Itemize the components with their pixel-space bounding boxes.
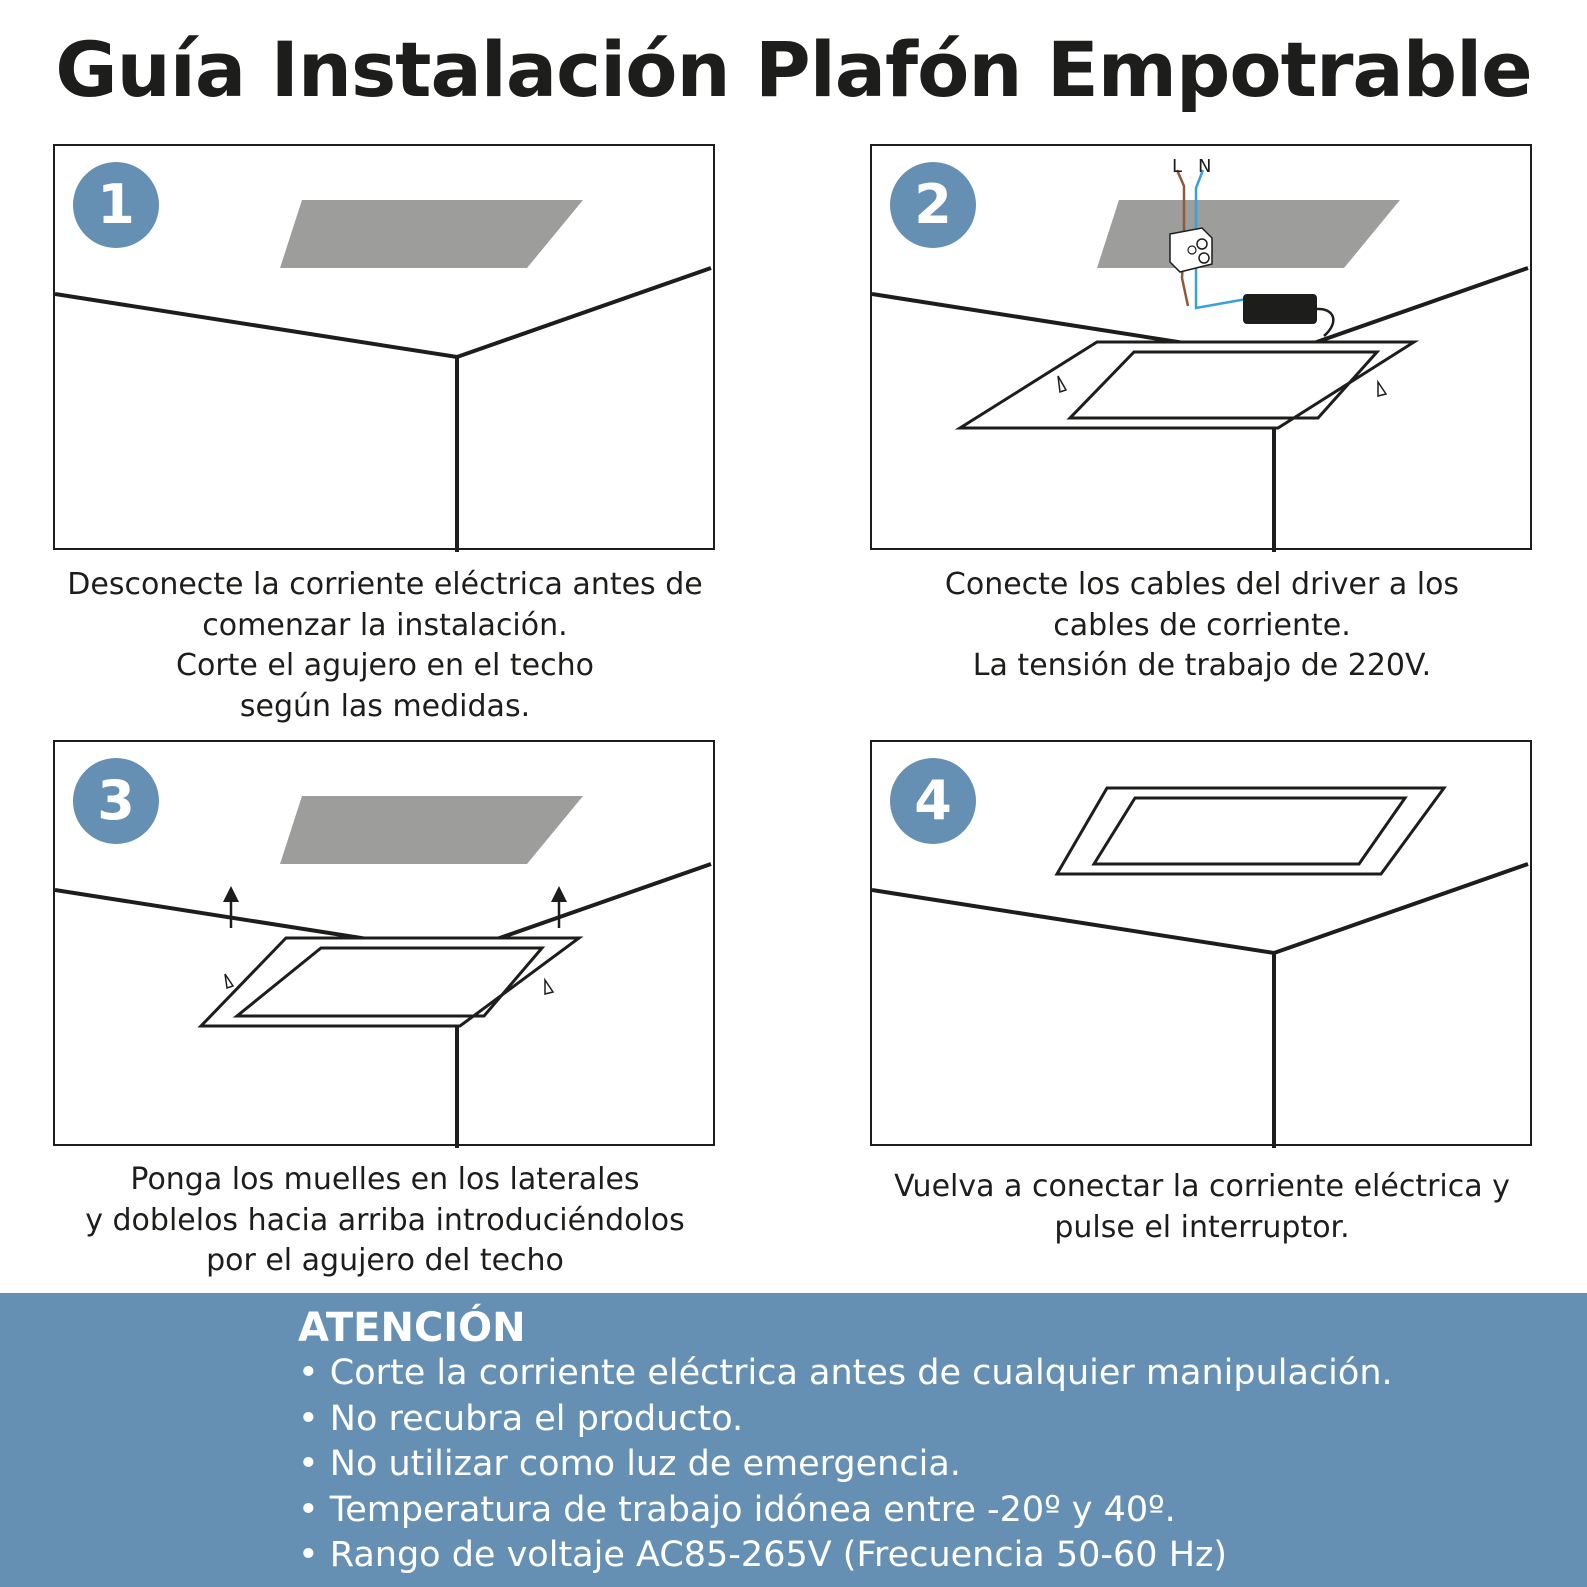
step-number-badge: 1 — [73, 162, 159, 248]
wall-corner-lines — [872, 864, 1528, 953]
attention-item: • Temperatura de trabajo idónea entre -20º y 40º. — [298, 1488, 1393, 1534]
attention-list — [298, 1351, 1393, 1579]
up-arrow-icon — [223, 886, 239, 928]
attention-item: • No recubra el producto. — [298, 1397, 1393, 1443]
step-2-caption: Conecte los cables del driver a los cables de corriente. La tensión de trabajo de 220V. — [944, 567, 1460, 683]
led-driver — [1243, 294, 1317, 324]
step-4-illustration — [870, 740, 1532, 1146]
step-number-badge: 2 — [890, 162, 976, 248]
page-title: Guía Instalación Plafón Empotrable — [55, 25, 1532, 114]
attention-item: • Corte la corriente eléctrica antes de cualquier manipulación. — [298, 1351, 1393, 1397]
ceiling-hole — [1097, 200, 1400, 268]
terminal-block — [1170, 228, 1212, 272]
ceiling-hole — [280, 796, 583, 864]
step-1-caption: Desconecte la corriente eléctrica antes de comenzar la instalación. Corte el agujero en el techo según las medidas. — [67, 567, 703, 724]
step-3-illustration — [53, 740, 715, 1146]
attention-item: • No utilizar como luz de emergencia. — [298, 1442, 1393, 1488]
wall-corner-lines — [55, 268, 711, 357]
up-arrow-icon — [551, 886, 567, 928]
step-1-illustration — [53, 144, 715, 550]
wire-label-live: L — [1172, 156, 1183, 177]
wire-label-neutral: N — [1198, 156, 1212, 177]
spring-clip-right — [1378, 382, 1386, 396]
step-4-caption: Vuelva a conectar la corriente eléctrica y pulse el interruptor. — [894, 1169, 1510, 1245]
attention-section — [0, 1293, 1587, 1587]
step-number-badge: 3 — [73, 758, 159, 844]
step-number-badge: 4 — [890, 758, 976, 844]
attention-item: • Rango de voltaje AC85-265V (Frecuencia 50-60 Hz) — [298, 1533, 1393, 1579]
ceiling-hole — [280, 200, 583, 268]
step-3-caption: Ponga los muelles en los laterales y doblelos hacia arriba introduciéndolos por el agujero del techo — [85, 1162, 685, 1278]
spring-clip-right — [545, 980, 553, 994]
panel-light-frame — [201, 938, 579, 1026]
attention-title: ATENCIÓN — [298, 1305, 526, 1351]
step-2-illustration — [870, 144, 1532, 550]
spring-clip-left — [225, 974, 233, 988]
